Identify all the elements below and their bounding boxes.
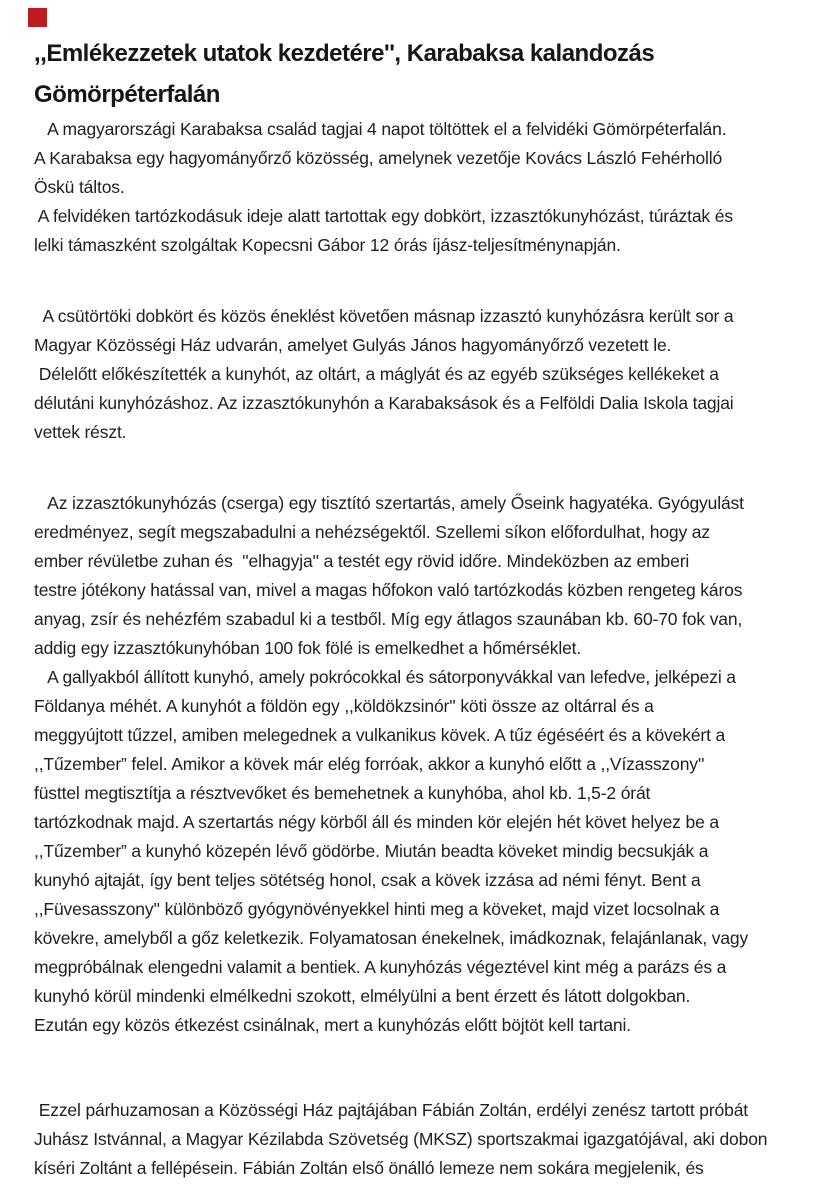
text-line: Öskü táltos. — [34, 177, 125, 197]
text-line: Az izzasztókunyhózás (cserga) egy tisztító szertartás, amely Őseink hagyatéka. Gyógyulást — [34, 493, 744, 513]
paragraph-zenesz — [34, 1096, 818, 1183]
text-line: anyag, zsír és nehézfém szabadul ki a testből. Míg egy átlagos szaunában kb. 60-70 fok van, — [34, 609, 743, 629]
paragraph-kunyho — [34, 663, 818, 1040]
text-line: Földanya méhét. A kunyhót a földön egy ,,köldökzsinór'' köti össze az oltárral és a — [34, 696, 654, 716]
text-line: Ezután egy közös étkezést csinálnak, mert a kunyhózás előtt böjtöt kell tartani. — [34, 1015, 631, 1035]
text-line: ,,Tűzember” a kunyhó közepén lévő gödörbe. Miután beadta köveket mindig becsukják a — [34, 841, 709, 861]
page-title — [34, 33, 818, 115]
text-line: A csütörtöki dobkört és közös éneklést követően másnap izzasztó kunyhózásra került sor a — [34, 306, 734, 326]
title-line: Gömörpéterfalán — [34, 81, 220, 108]
text-line: ,,Tűzember” felel. Amikor a kövek már elég forróak, akkor a kunyhó előtt a ,,Vízasszony'' — [34, 754, 705, 774]
text-line: A Karabaksa egy hagyományőrző közösség, amelynek vezetője Kovács László Fehérholló — [34, 148, 723, 168]
text-line: Délelőtt előkészítették a kunyhót, az oltárt, a máglyát és az egyéb szükséges kellékeket a — [34, 364, 719, 384]
text-line: Magyar Közösségi Ház udvarán, amelyet Gulyás János hagyományőrző vezetett le. — [34, 335, 672, 355]
text-line: testre jótékony hatással van, mivel a magas hőfokon való tartózkodás közben rengeteg káros — [34, 580, 743, 600]
paragraph-cserga — [34, 489, 818, 663]
text-line: A felvidéken tartózkodásuk ideje alatt tartottak egy dobkört, izzasztókunyhózást, túráztak és — [34, 206, 733, 226]
text-line: A gallyakból állított kunyhó, amely pokrócokkal és sátorponyvákkal van lefedve, jelképezi a — [34, 667, 736, 687]
text-line: füsttel megtisztítja a résztvevőket és bemehetnek a kunyhóba, ahol kb. 1,5-2 órát — [34, 783, 651, 803]
text-line: ,,Füvesasszony'' különböző gyógynövényekkel hinti meg a köveket, majd vizet locsolnak a — [34, 899, 720, 919]
text-line: megpróbálnak elengedni valamit a bentiek. A kunyhózás végeztével kint még a parázs és a — [34, 957, 727, 977]
text-line: kunyhó körül mindenki elmélkedni szokott, elmélyülni a bent érzett és látott dolgokban. — [34, 986, 691, 1006]
text-line: vettek részt. — [34, 422, 127, 442]
text-line: ember révületbe zuhan és ''elhagyja'' a testét egy rövid időre. Mindeközben az emberi — [34, 551, 690, 571]
red-marker — [28, 8, 47, 27]
text-line: kíséri Zoltánt a fellépésein. Fábián Zoltán első önálló lemeze nem sokára megjelenik, és — [34, 1158, 704, 1178]
title-line: ,,Emlékezzetek utatok kezdetére'', Karabaksa kalandozás — [34, 40, 655, 67]
text-line: lelki támaszként szolgáltak Kopecsni Gábor 12 órás íjász-teljesítménynapján. — [34, 235, 621, 255]
text-line: délutáni kunyhózáshoz. Az izzasztókunyhón a Karabaksások és a Felföldi Dalia Iskola tagjai — [34, 393, 734, 413]
text-line: Juhász Istvánnal, a Magyar Kézilabda Szövetség (MKSZ) sportszakmai igazgatójával, aki dobon — [34, 1129, 768, 1149]
text-line: tartózkodnak majd. A szertartás négy körből áll és minden kör elején hét követ helyez be a — [34, 812, 719, 832]
text-line: kövekre, amelyből a gőz keletkezik. Folyamatosan énekelnek, imádkoznak, felajánlanak, vagy — [34, 928, 749, 948]
paragraph-intro — [34, 115, 818, 260]
text-line: meggyújtott tűzzel, amiben melegednek a vulkanikus kövek. A tűz égéséért és a kövekért a — [34, 725, 726, 745]
text-line: eredményez, segít megszabadulni a nehézségektől. Szellemi síkon előfordulhat, hogy az — [34, 522, 710, 542]
text-line: A magyarországi Karabaksa család tagjai 4 napot töltöttek el a felvidéki Gömörpéterfalán. — [34, 119, 727, 139]
text-line: kunyhó ajtaját, így bent teljes sötétség honol, csak a kövek izzása ad némi fényt. Bent a — [34, 870, 701, 890]
text-line: addig egy izzasztókunyhóban 100 fok fölé is emelkedhet a hőmérséklet. — [34, 638, 582, 658]
text-line: Ezzel párhuzamosan a Közösségi Ház pajtájában Fábián Zoltán, erdélyi zenész tartott próbát — [34, 1100, 748, 1120]
paragraph-dobkor — [34, 302, 818, 447]
